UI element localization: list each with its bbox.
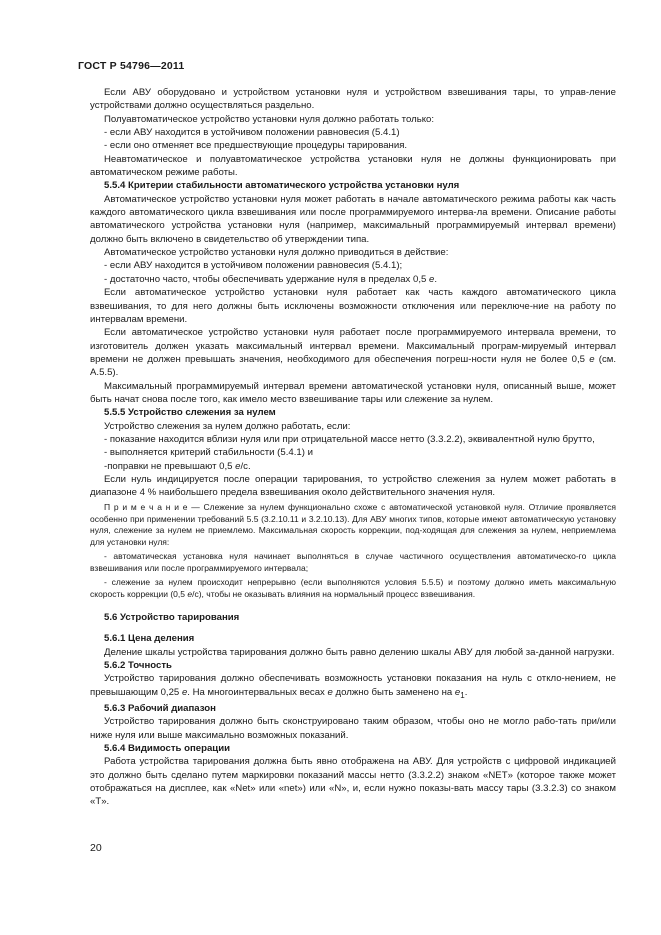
text-span: -поправки не превышают 0,5 bbox=[104, 460, 236, 472]
text-span: /с), чтобы не оказывать влияния на нормальный процесс взвешивания. bbox=[192, 589, 476, 599]
symbol-e: е bbox=[589, 353, 595, 365]
symbol-e: е bbox=[235, 460, 241, 472]
note: П р и м е ч а н и е — Слежение за нулем функционально схоже с автоматической установкой нуля. Отличие проявляется особенно при применении требований 5.5 (3.2.10.11 и 3.2.10.13). Для АВУ многих типов, которые имеют автоматическую установку нуля, слежение за нулем не приемлемо. Максимальная скорость коррекции, под-ходящая для слежения за нулем, неприемлема для установки нуля: bbox=[90, 501, 616, 548]
section-heading-5-6-2: 5.6.2 Точность bbox=[104, 659, 172, 671]
section-heading-5-6-4: 5.6.4 Видимость операции bbox=[104, 742, 230, 754]
list-item: - если оно отменяет все предшествующие процедуры тарирования. bbox=[104, 140, 408, 152]
text-span: Если автоматическое устройство установки нуля работает после программируемого интервала времени, то изготовитель должен указать максимальный интервал времени. Максимальный програм-мируемый интервал времени не должен превышать значения, необходимого для обеспечения погреш-ности нуля не более 0,5 bbox=[90, 327, 616, 365]
symbol-e: е bbox=[187, 589, 193, 599]
paragraph: Работа устройства тарирования должна быть явно отображена на АВУ. Для устройств с цифровой индикацией это должно быть сделано путем маркировки показаний массы нетто (3.3.2.2) знаком «NET» (которое также может отображаться на дисплее, как «Net» или «net») или «N», и, если нужно показы-вать массу тары (3.3.2.3) со знаком «T». bbox=[90, 756, 616, 808]
paragraph: Максимальный программируемый интервал времени автоматической установки нуля, описанный выше, может быть начат снова после того, как имело место взвешивание тары или слежение за нулем. bbox=[90, 380, 616, 405]
paragraph: Устройство тарирования должно быть сконструировано таким образом, чтобы оно не могло рабо-тать при/или ниже нуля или выше максимально возможных показаний. bbox=[90, 716, 616, 741]
page-header: ГОСТ Р 54796—2011 bbox=[78, 60, 185, 72]
symbol-e: е bbox=[327, 686, 333, 698]
note-item bbox=[90, 577, 616, 601]
list-item: - если АВУ находится в устойчивом положении равновесия (5.4.1); bbox=[104, 260, 403, 272]
paragraph bbox=[90, 672, 616, 702]
list-item bbox=[90, 460, 616, 473]
text-span: (см. А.5.5). bbox=[90, 353, 617, 379]
paragraph: Если АВУ оборудовано и устройством установки нуля и устройством взвешивания тары, то управ-ление устройствами должно осуществляться раздельно. bbox=[90, 87, 616, 112]
text-span: - слежение за нулем происходит непрерывно (если выполняются условия 5.5.5) и поэтому должно иметь максимальную скорость коррекции (0,5 bbox=[90, 577, 616, 599]
list-item: - выполняется критерий стабильности (5.4.1) и bbox=[104, 447, 313, 459]
section-heading-5-5-5: 5.5.5 Устройство слежения за нулем bbox=[104, 407, 276, 419]
text-span: - достаточно часто, чтобы обеспечивать удержание нуля в пределах 0,5 bbox=[104, 273, 429, 285]
symbol-e1: е bbox=[454, 686, 461, 698]
paragraph bbox=[90, 326, 616, 379]
section-heading-5-5-4: 5.5.4 Критерии стабильности автоматического устройства установки нуля bbox=[104, 180, 460, 192]
paragraph: Автоматическое устройство установки нуля должно приводиться в действие: bbox=[104, 247, 449, 259]
text-span: . bbox=[434, 273, 438, 285]
paragraph: Если нуль индицируется после операции тарирования, то устройство слежения за нулем может работать в диапазоне 4 % наибольшего предела взвешивания около действительного значения нуля. bbox=[90, 473, 616, 499]
section-heading-5-6-3: 5.6.3 Рабочий диапазон bbox=[104, 702, 216, 714]
list-item bbox=[90, 273, 616, 286]
paragraph: Если автоматическое устройство установки нуля работает как часть каждого автоматического цикла взвешивания, то для него должны быть исключены возможности отключения или переключе-ние на работу по интервалам времени. bbox=[90, 287, 616, 325]
spacer bbox=[90, 624, 616, 632]
section-heading-5-6: 5.6 Устройство тарирования bbox=[104, 611, 240, 623]
text-span: Устройство тарирования должно обеспечивать возможность установки показания на нуль с откло-нением, не превышающим 0,25 bbox=[90, 673, 616, 698]
spacer bbox=[90, 603, 616, 611]
text-span: . bbox=[464, 686, 468, 698]
paragraph: Неавтоматическое и полуавтоматическое устройства установки нуля не должны функционировать при автоматическом режиме работы. bbox=[90, 153, 616, 179]
paragraph: Устройство слежения за нулем должно работать, если: bbox=[104, 420, 351, 432]
subscript: 1 bbox=[460, 690, 465, 700]
symbol-e: е bbox=[181, 686, 188, 698]
paragraph: Полуавтоматическое устройство установки нуля должно работать только: bbox=[104, 113, 434, 125]
symbol-e: е bbox=[429, 273, 435, 285]
page-body bbox=[90, 86, 616, 809]
list-item: - если АВУ находится в устойчивом положении равновесия (5.4.1) bbox=[104, 127, 400, 139]
text-span: должно быть заменено на bbox=[332, 686, 455, 698]
list-item: - показание находится вблизи нуля или при отрицательной массе нетто (3.3.2.2), эквивалентной нулю брутто, bbox=[104, 433, 595, 445]
text-span: . На многоинтервальных весах bbox=[187, 686, 328, 698]
note-item: - автоматическая установка нуля начинает выполняться в случае частичного осуществления автоматическо-го цикла взвешивания или после программируемого интервала; bbox=[90, 551, 616, 574]
paragraph: Деление шкалы устройства тарирования должно быть равно делению шкалы АВУ для любой за-данной нагрузки. bbox=[104, 646, 615, 658]
paragraph: Автоматическое устройство установки нуля может работать в начале автоматического режима работы как часть каждого автоматического цикла взвешивания или после программируемого интерва-ла времени. Описание работы автоматического устройства установки нуля (например, максимальный программируемый интервал времени) должно быть включено в свидетельство об утверждении типа. bbox=[90, 193, 616, 245]
page-number: 20 bbox=[90, 842, 102, 854]
text-span: /с. bbox=[240, 460, 251, 472]
section-heading-5-6-1: 5.6.1 Цена деления bbox=[104, 633, 195, 645]
